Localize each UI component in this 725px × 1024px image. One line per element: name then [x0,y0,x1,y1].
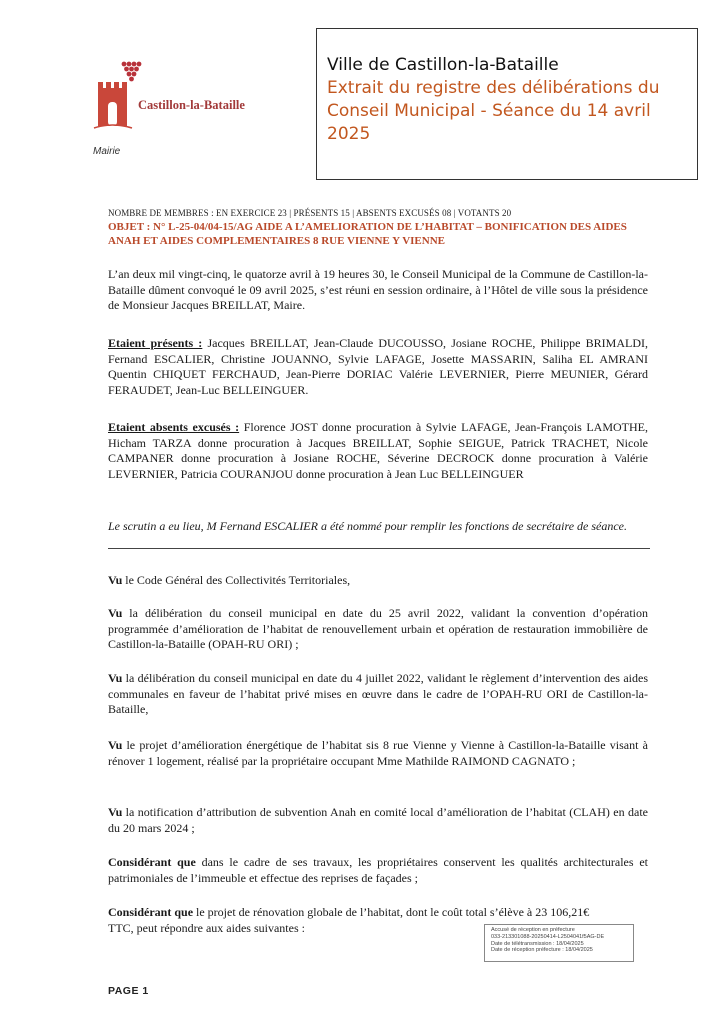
vu-paragraph-4 [108,738,648,769]
considerant-lead: Considérant que [108,905,194,919]
header-town-name: Ville de Castillon-la-Bataille [327,55,559,75]
presents-paragraph [108,336,648,398]
considerant-text-part1: le projet de rénovation globale de l’habitat, dont le coût total s’élève à 23 106,21€ [196,905,590,919]
considerant-paragraph-1 [108,855,648,886]
logo-town-name: Castillon-la-Bataille [138,98,245,112]
stamp-line-2: 033-213301088-20250414-L2504041f5AG-DE [491,933,605,940]
vu-lead: Vu [108,573,123,587]
vu-text: le Code Général des Collectivités Territoriales, [125,573,351,587]
intro-paragraph: L’an deux mil vingt-cinq, le quatorze avril à 19 heures 30, le Conseil Municipal de la Commune de Castillon-la-Bataille dûment convoqué le 09 avril 2025, s’est réuni en session ordinaire, à l’Hôtel de ville sous la présidence de Monsieur Jacques BREILLAT, Maire. [108,267,648,313]
deliberation-subject: OBJET : N° L-25-04/04-15/AG AIDE A L’AMELIORATION DE L’HABITAT – BONIFICATION DES AIDES ANAH ET AIDES COMPLEMENTAIRES 8 RUE VIENNE Y VIENNE [108,221,627,247]
vu-lead: Vu [108,671,123,685]
members-count-line: NOMBRE DE MEMBRES : EN EXERCICE 23 | PRÉSENTS 15 | ABSENTS EXCUSÉS 08 | VOTANTS 20 [108,208,512,218]
stamp-line-1: Accusé de réception en préfecture [491,927,575,933]
vu-lead: Vu [108,738,123,752]
vu-text: la délibération du conseil municipal en date du 25 avril 2022, validant la convention d’opération programmée d’amélioration de l’habitat de renouvellement urbain et opération de restauration immobilière de Castillon-la-Bataille (OPAH-RU ORI) ; [108,606,649,652]
vu-paragraph-3 [108,671,648,718]
considerant-text-part2: TTC, peut répondre aux aides suivantes : [108,920,305,935]
prefecture-receipt-stamp [484,924,634,962]
absents-list: Florence JOST donne procuration à Sylvie LAFAGE, Jean-François LAMOTHE, Hicham TARZA donne procuration à Jacques BREILLAT, Sophie SEIGUE, Patrick TRACHET, Nicole CAMPANER donne procuration à Josiane ROCHE, Séverine DECROCK donne procuration à Valérie LEVERNIER, Patricia COURANJOU donne procuration à Jean Luc BELLEINGUER [108,420,649,481]
absents-paragraph [108,420,648,482]
vu-text: la notification d’attribution de subvention Anah en comité local d’amélioration de l’habitat (CLAH) en date du 20 mars 2024 ; [108,805,649,835]
section-divider [108,548,650,549]
header-extract-line1: Extrait du registre des délibérations du [327,78,660,98]
absents-label: Etaient absents excusés : [108,420,240,434]
header-extract-line3: 2025 [327,124,371,144]
vu-paragraph-5 [108,805,648,836]
presents-label: Etaient présents : [108,336,203,350]
stamp-line-4: Date de réception préfecture : 18/04/2025 [491,947,593,954]
vu-paragraph-1 [108,573,648,589]
header-extract-line2: Conseil Municipal - Séance du 14 avril [327,101,651,121]
scrutin-paragraph: Le scrutin a eu lieu, M Fernand ESCALIER a été nommé pour remplir les fonctions de secrétaire de séance. [108,519,628,533]
logo-mairie-label: Mairie [93,146,121,157]
town-logo [88,58,288,168]
vu-lead: Vu [108,805,123,819]
vu-text: le projet d’amélioration énergétique de l’habitat sis 8 rue Vienne y Vienne à Castillon-la-Bataille visant à rénover 1 logement, réalisé par la propriétaire occupant Mme Mathilde RAIMOND CAGNATO ; [108,738,649,768]
document-header-box [316,28,698,180]
considerant-lead: Considérant que [108,855,196,869]
stamp-line-3: Date de télétransmission : 18/04/2025 [491,940,584,947]
vu-paragraph-2 [108,606,648,653]
vu-lead: Vu [108,606,123,620]
vu-text: la délibération du conseil municipal en date du 4 juillet 2022, validant le règlement d’intervention des aides communales en faveur de l’habitat privé mises en œuvre dans le cadre de l’OPAH-RU ORI de Castillon-la-Bataille, [108,671,648,717]
presents-list: Jacques BREILLAT, Jean-Claude DUCOUSSO, Josiane ROCHE, Philippe BRIMALDI, Fernand ESCALIER, Christine JOUANNO, Sylvie LAFAGE, Josette MASSARIN, Saliha EL AMRANI Quentin CHIQUET FERCHAUD, Jean-Pierre DORIAC Valérie LEVERNIER, Pierre MEUNIER, Gérard FERAUDET, Jean-Luc BELLEINGUER. [108,336,648,397]
page-number: PAGE 1 [108,985,149,997]
considerant-text: dans le cadre de ses travaux, les propriétaires conservent les qualités architecturales et patrimoniales de l’immeuble et effectue des reprises de façades ; [108,855,648,885]
